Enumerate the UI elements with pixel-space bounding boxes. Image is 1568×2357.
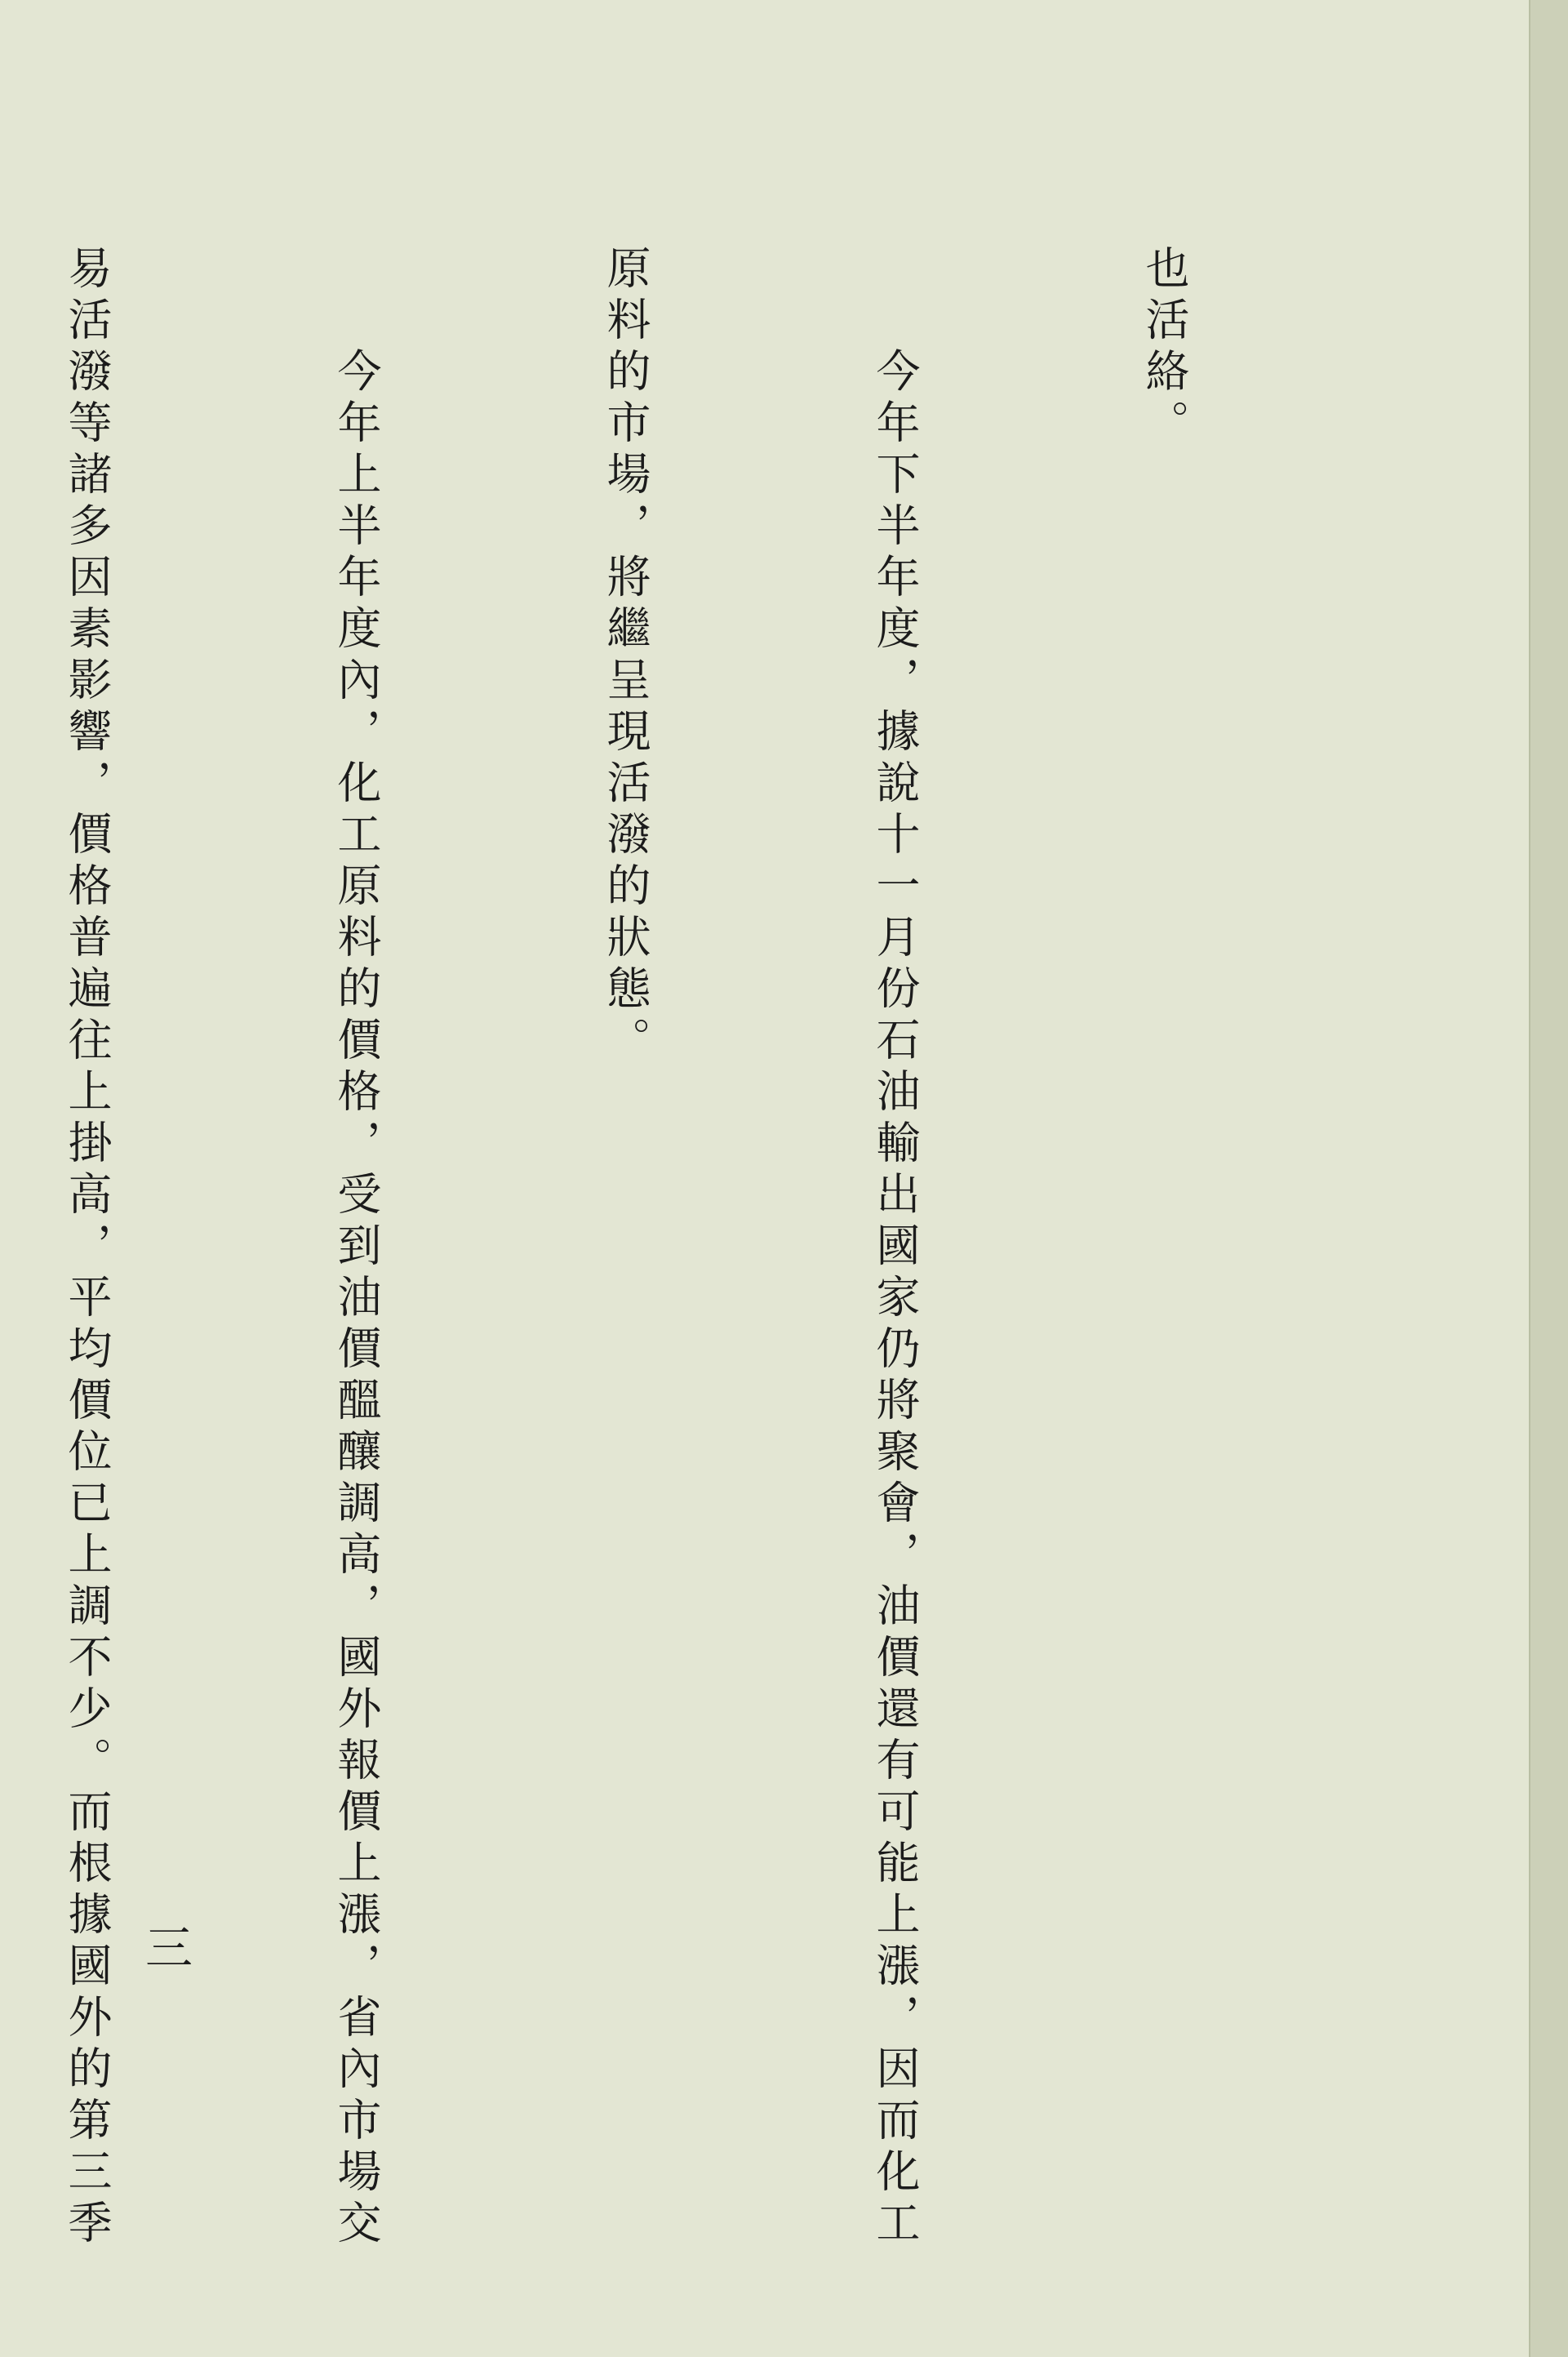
text-column: 今年下半年度，據說十一月份石油輸出國家仍將聚會，油價還有可能上漲，因而化工 [869, 245, 921, 2251]
text-column: 今年上半年度內，化工原料的價格，受到油價醞釀調高，國外報價上漲，省內市場交 [331, 245, 382, 2251]
text-column: 也活絡。 [1139, 245, 1190, 451]
page-edge [1529, 0, 1568, 2357]
text-column: 易活潑等諸多因素影響，價格普遍往上掛高，平均價位已上調不少。而根據國外的第三季 [61, 245, 113, 2251]
vertical-text-body [0, 245, 1388, 2251]
text-column: 原料的市場，將繼呈現活潑的狀態。 [600, 245, 651, 1068]
page-number: 三 [137, 1923, 193, 1970]
